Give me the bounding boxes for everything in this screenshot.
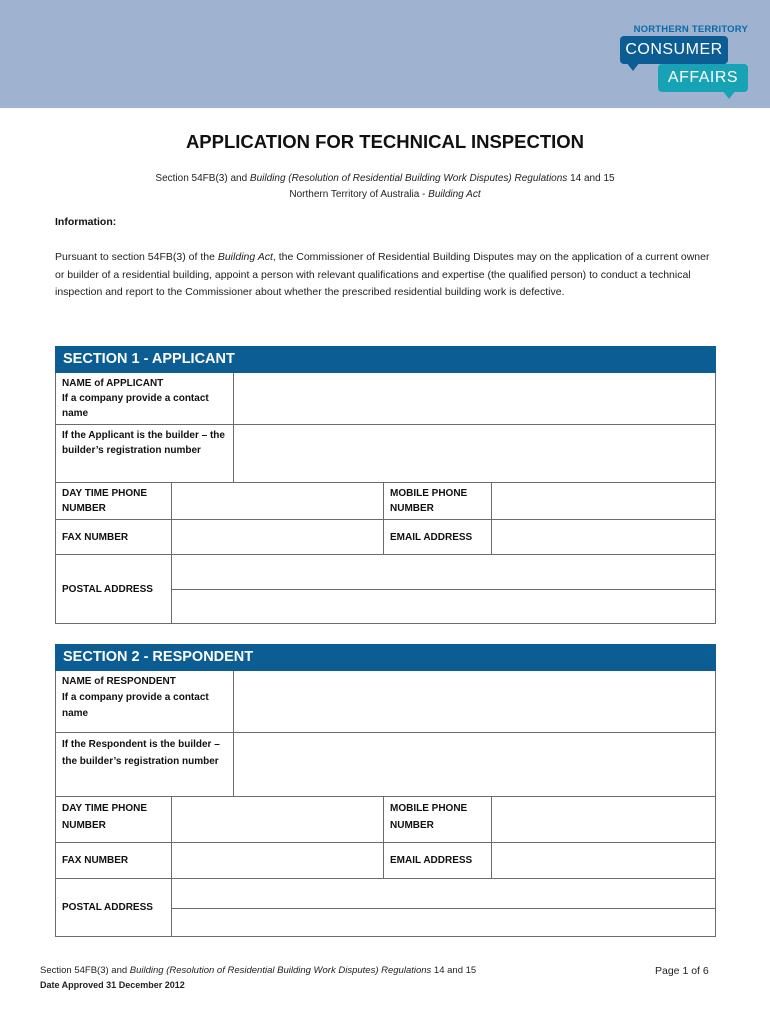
respondent-builder-reg-label: If the Respondent is the builder – the builder’s registration number [56, 733, 234, 797]
applicant-email-label: EMAIL ADDRESS [384, 520, 492, 555]
subtitle-text: Northern Territory of Australia - [289, 189, 429, 200]
subtitle-italic: Building (Resolution of Residential Building Work Disputes) Regulations [249, 173, 568, 184]
respondent-day-phone-label: DAY TIME PHONE NUMBER [56, 797, 172, 843]
applicant-mobile-label: MOBILE PHONE NUMBER [384, 483, 492, 520]
applicant-postal-label: POSTAL ADDRESS [56, 555, 172, 624]
intro-text: Pursuant to section 54FB(3) of the [55, 251, 218, 263]
label-text: NAME of APPLICANT If a company provide a contact name [62, 378, 209, 419]
footer-text: 14 and 15 [431, 965, 477, 976]
section-1-heading: SECTION 1 - APPLICANT [56, 347, 716, 373]
information-heading: Information: [55, 216, 117, 228]
footer-date-approved: Date Approved 31 December 2012 [40, 980, 185, 990]
subtitle-italic: Building Act [428, 189, 481, 200]
applicant-fax-label: FAX NUMBER [56, 520, 172, 555]
applicant-fax-field[interactable] [172, 520, 384, 555]
applicant-day-phone-label: DAY TIME PHONE NUMBER [56, 483, 172, 520]
respondent-builder-reg-field[interactable] [234, 733, 716, 797]
section-2-respondent-table [55, 644, 716, 937]
respondent-fax-label: FAX NUMBER [56, 843, 172, 879]
respondent-mobile-field[interactable] [492, 797, 716, 843]
applicant-mobile-field[interactable] [492, 483, 716, 520]
intro-italic: Building Act [217, 251, 273, 263]
respondent-postal-label: POSTAL ADDRESS [56, 879, 172, 937]
applicant-postal-field-line-2[interactable] [172, 590, 716, 624]
logo-territory-text: NORTHERN TERRITORY [633, 24, 748, 35]
footer-text: Section 54FB(3) and [40, 965, 130, 976]
label-text: NAME of RESPONDENT If a company provide a contact name [62, 676, 209, 719]
subtitle-act [0, 189, 770, 200]
applicant-builder-reg-field[interactable] [234, 425, 716, 483]
intro-text: , the Commissioner of Residential Building Disputes may on the application of a current owner or builder of a residential building, appoint a person with relevant qualifications and expertise (the qualified person) to conduct a technical inspection and report to the Commissioner about whether the prescribed residential building work is defective. [55, 251, 710, 298]
respondent-email-label: EMAIL ADDRESS [384, 843, 492, 879]
applicant-builder-reg-label: If the Applicant is the builder – the builder’s registration number [56, 425, 234, 483]
logo-affairs-bubble: AFFAIRS [658, 64, 748, 92]
respondent-fax-field[interactable] [172, 843, 384, 879]
subtitle-regulations [0, 173, 770, 184]
respondent-email-field[interactable] [492, 843, 716, 879]
respondent-day-phone-field[interactable] [172, 797, 384, 843]
applicant-email-field[interactable] [492, 520, 716, 555]
logo-bubble-tail [722, 90, 736, 99]
section-1-applicant-table [55, 346, 716, 624]
subtitle-text: 14 and 15 [567, 173, 615, 184]
respondent-postal-field-line-1[interactable] [172, 879, 716, 909]
respondent-name-field[interactable] [234, 671, 716, 733]
subtitle-text: Section 54FB(3) and [155, 173, 250, 184]
applicant-name-field[interactable] [234, 373, 716, 425]
footer-regulation [40, 965, 476, 976]
applicant-postal-field-line-1[interactable] [172, 555, 716, 590]
page-title: APPLICATION FOR TECHNICAL INSPECTION [185, 131, 585, 152]
consumer-affairs-logo [616, 24, 748, 102]
logo-consumer-bubble: CONSUMER [620, 36, 728, 64]
respondent-mobile-label: MOBILE PHONE NUMBER [384, 797, 492, 843]
header-banner [0, 0, 770, 108]
respondent-name-label [56, 671, 234, 733]
footer-italic: Building (Resolution of Residential Building Work Disputes) Regulations [129, 965, 432, 976]
intro-paragraph [55, 249, 717, 302]
applicant-day-phone-field[interactable] [172, 483, 384, 520]
logo-bubble-tail [626, 62, 640, 71]
section-2-heading: SECTION 2 - RESPONDENT [56, 645, 716, 671]
page-number: Page 1 of 6 [655, 965, 709, 977]
applicant-name-label [56, 373, 234, 425]
respondent-postal-field-line-2[interactable] [172, 909, 716, 937]
